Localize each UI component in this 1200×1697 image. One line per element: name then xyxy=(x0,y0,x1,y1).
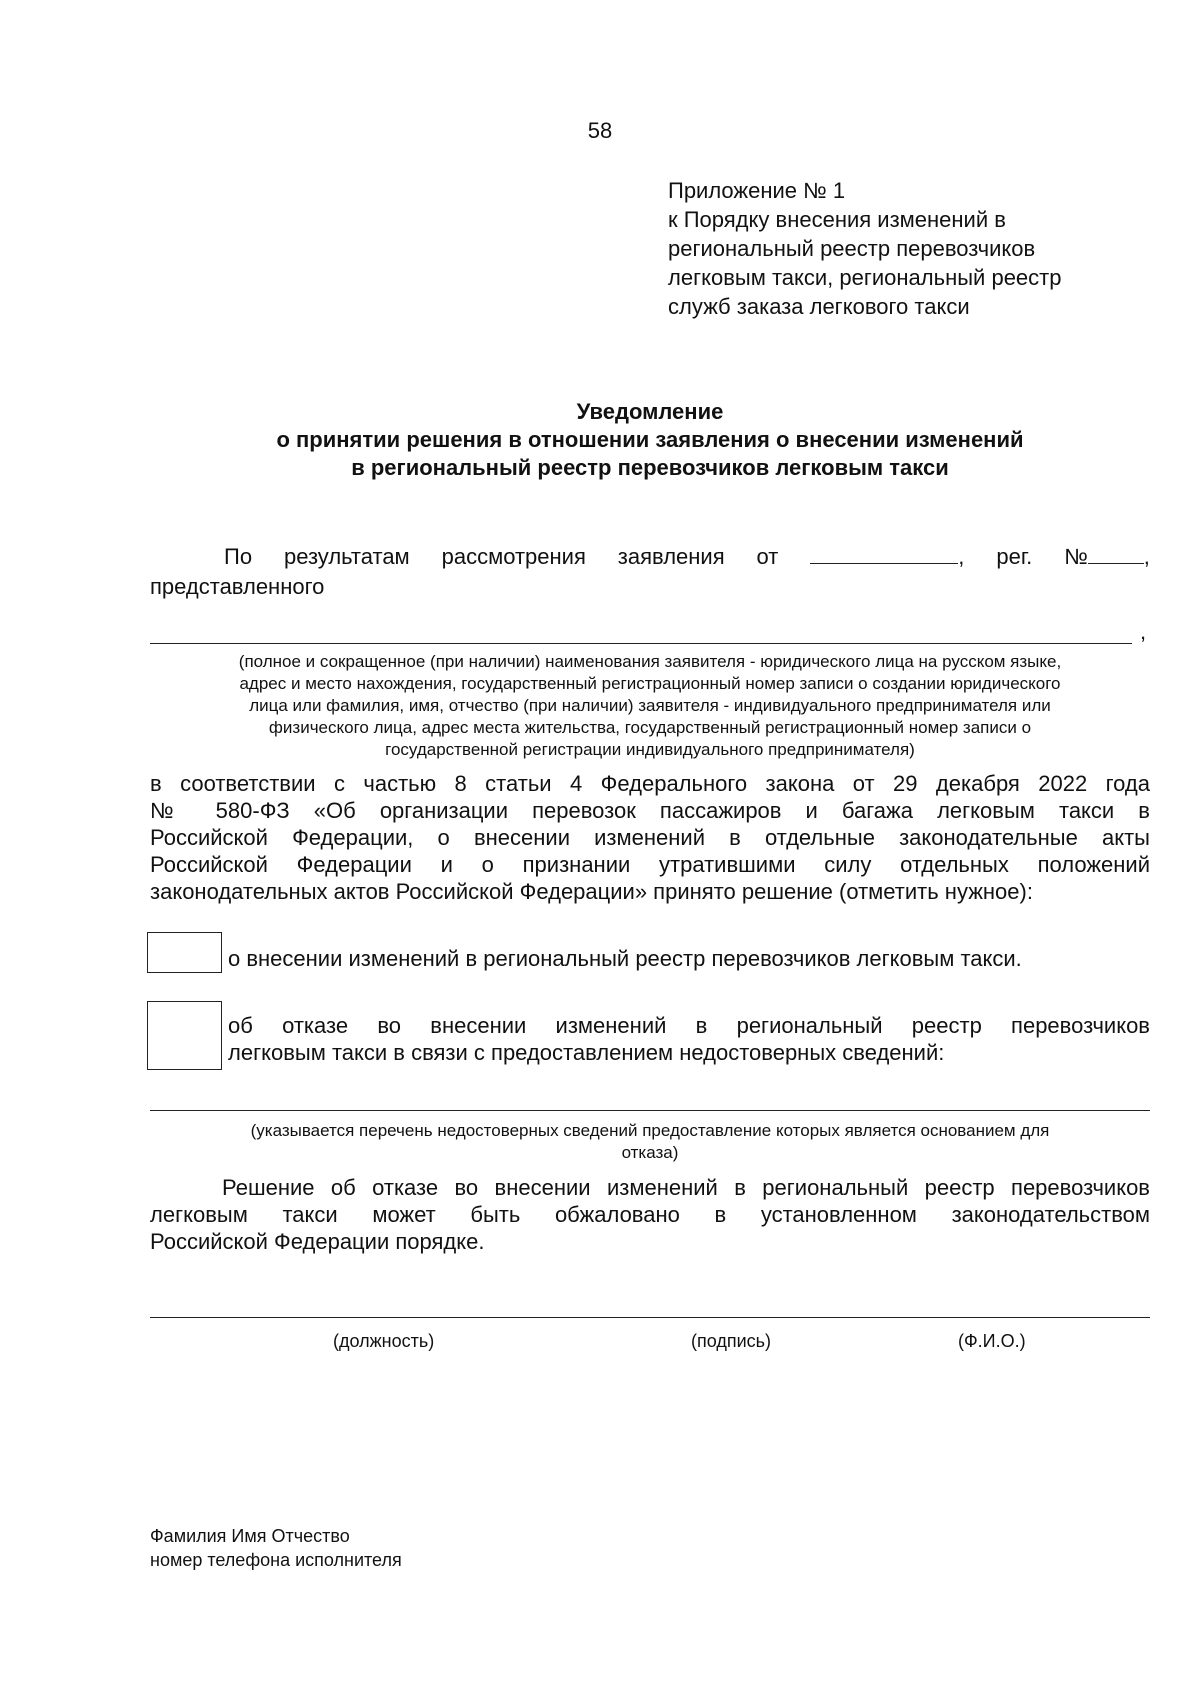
date-field[interactable] xyxy=(810,544,964,570)
appeal-paragraph xyxy=(150,1174,1150,1255)
intro-word: от xyxy=(756,544,779,569)
applicant-field-line[interactable] xyxy=(150,643,1132,644)
intro-word: заявления xyxy=(617,544,725,569)
option-line: легковым такси в связи с предоставлением недостоверных сведений: xyxy=(228,1040,945,1065)
basis-line: № 580-ФЗ «Об организации перевозок пассажиров и багажа легковым такси в xyxy=(150,798,1150,823)
caption-line: физического лица, адрес места жительства, государственный регистрационный номер записи о xyxy=(268,718,1032,737)
reg-number-field[interactable] xyxy=(1064,544,1150,570)
appeal-line: Решение об отказе во внесении изменений в региональный реестр перевозчиков xyxy=(222,1175,1150,1200)
basis-line: в соответствии с частью 8 статьи 4 Федерального закона от 29 декабря 2022 года xyxy=(150,771,1150,796)
title-line: Уведомление xyxy=(576,399,724,424)
option-refuse-label xyxy=(228,1012,1150,1066)
option-refuse-checkbox[interactable] xyxy=(147,1001,222,1070)
intro-line-1 xyxy=(150,544,1150,570)
caption-line: (полное и сокращенное (при наличии) наименования заявителя - юридического лица на русском языке, xyxy=(238,652,1062,671)
refusal-caption xyxy=(150,1120,1150,1164)
signature-caption: (подпись) xyxy=(691,1331,772,1351)
annex-line: к Порядку внесения изменений в xyxy=(668,207,1006,232)
signature-line[interactable] xyxy=(150,1317,1150,1318)
option-line: об отказе во внесении изменений в региональный реестр перевозчиков xyxy=(228,1013,1150,1038)
annex-line: легковым такси, региональный реестр xyxy=(668,265,1062,290)
applicant-trailing-comma: , xyxy=(1140,619,1147,644)
annex-block xyxy=(668,176,1061,321)
applicant-caption xyxy=(150,651,1150,761)
intro-reg: рег. xyxy=(996,544,1033,569)
option-include-label: о внесении изменений в региональный реестр перевозчиков легковым такси. xyxy=(228,946,1022,971)
intro-num: № xyxy=(1064,544,1088,569)
basis-line: Российской Федерации, о внесении изменений в отдельные законодательные акты xyxy=(150,825,1150,850)
caption-line: государственной регистрации индивидуального предпринимателя) xyxy=(385,740,915,759)
intro-paragraph xyxy=(150,544,1150,600)
position-caption: (должность) xyxy=(333,1331,435,1351)
annex-line: региональный реестр перевозчиков xyxy=(668,236,1036,261)
name-caption: (Ф.И.О.) xyxy=(958,1331,1026,1351)
appeal-line: легковым такси может быть обжаловано в установленном законодательством xyxy=(150,1202,1150,1227)
intro-word: результатам xyxy=(283,544,410,569)
intro-comma: , xyxy=(1143,544,1150,569)
option-include-checkbox[interactable] xyxy=(147,932,222,973)
caption-line: отказа) xyxy=(621,1143,679,1162)
basis-line: Российской Федерации и о признании утратившими силу отдельных положений xyxy=(150,852,1150,877)
refusal-reasons-line[interactable] xyxy=(150,1110,1150,1111)
executor-footer xyxy=(150,1524,402,1572)
title-line: в региональный реестр перевозчиков легковым такси xyxy=(351,455,949,480)
page-number: 58 xyxy=(587,118,613,143)
intro-comma: , xyxy=(958,544,965,569)
footer-line: Фамилия Имя Отчество xyxy=(150,1526,350,1546)
document-title xyxy=(150,398,1150,482)
basis-line: законодательных актов Российской Федерации» принято решение (отметить нужное): xyxy=(150,879,1033,904)
appeal-line: Российской Федерации порядке. xyxy=(150,1229,485,1254)
annex-line: Приложение № 1 xyxy=(668,178,846,203)
intro-word: По xyxy=(224,544,253,569)
caption-line: адрес и место нахождения, государственный регистрационный номер записи о создании юридического xyxy=(239,674,1061,693)
annex-line: служб заказа легкового такси xyxy=(668,294,970,319)
basis-paragraph xyxy=(150,770,1150,905)
title-line: о принятии решения в отношении заявления о внесении изменений xyxy=(276,427,1024,452)
intro-line-2: представленного xyxy=(150,574,325,599)
caption-line: (указывается перечень недостоверных сведений предоставление которых является основанием для xyxy=(250,1121,1050,1140)
footer-line: номер телефона исполнителя xyxy=(150,1550,402,1570)
intro-word: рассмотрения xyxy=(441,544,586,569)
caption-line: лица или фамилия, имя, отчество (при наличии) заявителя - индивидуального предпринимателя или xyxy=(249,696,1051,715)
